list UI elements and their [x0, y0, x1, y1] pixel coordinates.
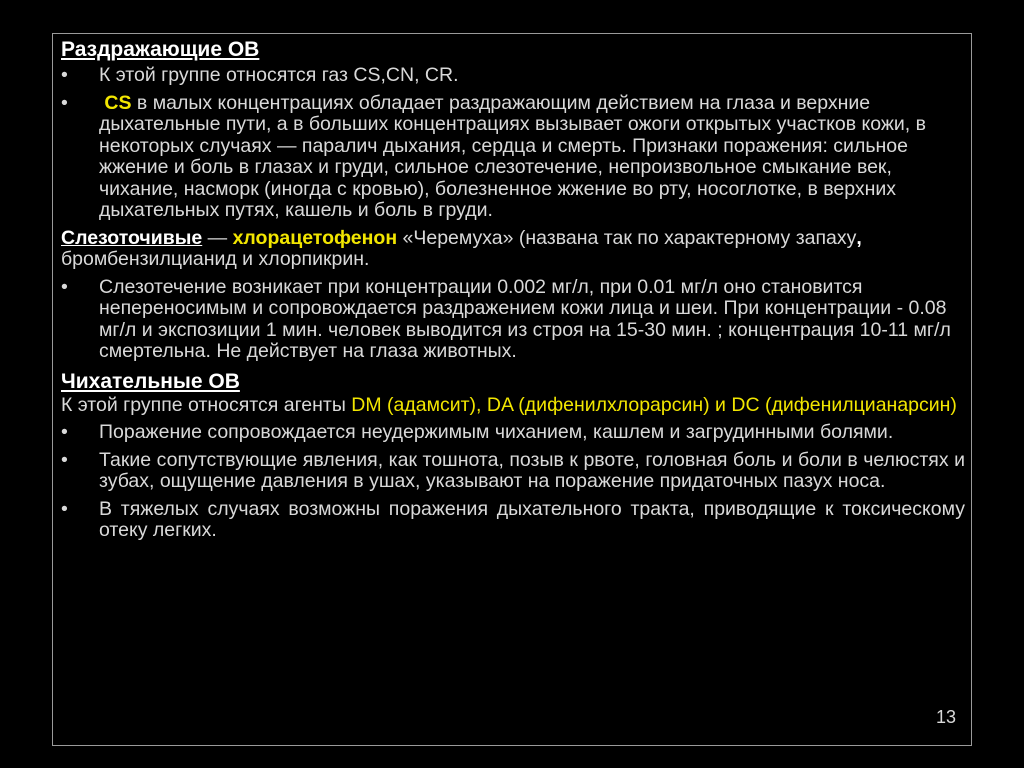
bullet-text: Слезотечение возникает при концентрации 0.002 мг/л, при 0.01 мг/л оно становится непереносимым и сопровождается раздражением кожи лица и шеи. При концентрации - 0.08 мг/л и экспозиции 1 мин. человек выводится из строя на 15-30 мин. ; концентрация 10-11 мг/л смертельна. Не действует на глаза животных. [99, 275, 951, 362]
bullet-text: в малых концентрациях обладает раздражающим действием на глаза и верхние дыхательные пути, а в больших концентрациях вызывает ожоги открытых участков кожи, в некоторых случаях — паралич дыхания, сердца и смерть. Признаки поражения: сильное жжение и боль в глазах и груди, сильное слезотечение, непроизвольное смыкание век, чихание, насморк (иногда с кровью), болезненное жжение во рту, носоглотке, в верхних дыхательных путях, кашель и боль в груди. [99, 91, 926, 221]
paragraph-text-a: «Черемуха» (названа так по характерному запаху [397, 226, 857, 249]
agent-name-chloroacetophenone: хлорацетофенон [232, 226, 398, 249]
tear-gas-paragraph [61, 228, 965, 271]
bullet-icon: • [61, 448, 68, 471]
sneezing-intro [61, 395, 965, 417]
section-title-sneezing: Чихательные ОВ [61, 369, 240, 393]
bullet-text: В тяжелых случаях возможны поражения дыхательного тракта, приводящие к токсическому отеку легких. [99, 497, 965, 541]
agent-names: DM (адамсит), DA (дифенилхлорарсин) и DC (дифенилцианарсин) [351, 393, 957, 416]
bullet-text: Такие сопутствующие явления, как тошнота, позыв к рвоте, головная боль и боли в челюстях и зубах, ощущение давления в ушах, указывают на поражение придаточных пазух носа. [99, 448, 965, 492]
comma-text: , [856, 226, 862, 249]
list-item [61, 65, 965, 87]
list-item [61, 422, 965, 444]
list-item [61, 499, 965, 542]
dash-text: — [202, 226, 233, 249]
agent-name-cs: CS [104, 91, 132, 114]
bullet-icon: • [61, 497, 68, 520]
intro-text: К этой группе относятся агенты [61, 393, 352, 416]
bullet-text: Поражение сопровождается неудержимым чиханием, кашлем и загрудинными болями. [99, 421, 894, 443]
bullet-icon: • [61, 64, 68, 86]
tear-gas-label: Слезоточивые [61, 226, 203, 249]
slide-content [61, 37, 965, 548]
bullet-icon: • [61, 275, 68, 298]
paragraph-text-b: бромбензилцианид и хлорпикрин. [61, 248, 370, 270]
bullet-icon: • [61, 421, 68, 443]
section-title-irritants: Раздражающие ОВ [61, 38, 260, 61]
list-item [61, 93, 965, 222]
slide-number: 13 [936, 707, 957, 727]
bullet-icon: • [61, 91, 68, 114]
list-item [61, 450, 965, 493]
bullet-text: К этой группе относятся газ CS,CN, CR. [99, 64, 459, 86]
list-item [61, 277, 965, 363]
